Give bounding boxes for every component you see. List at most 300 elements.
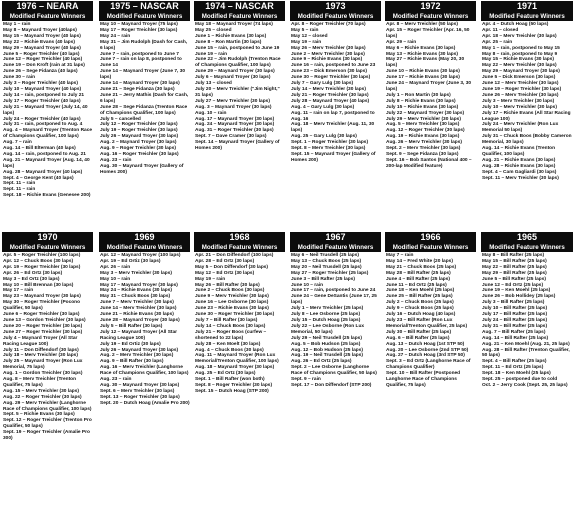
entries-list bbox=[100, 253, 190, 407]
entry-line: Apr. 4 – Dutch Hoag (50 laps) bbox=[482, 22, 549, 27]
entry-line: May 17 – Maynard Troyer (30 laps) bbox=[100, 282, 178, 288]
column-subtitle: Modified Feature Winners bbox=[385, 12, 476, 21]
column-subtitle: Modified Feature Winners bbox=[481, 12, 573, 21]
entry-line: Sept. 20 – Dutch Hoag (Amalie Pro 200) bbox=[100, 400, 190, 406]
column-year: 1967 bbox=[290, 232, 381, 243]
entry-line: May 26 – Merv Treichler (30 laps) bbox=[291, 45, 366, 51]
entry-line: Apr. 19 – Roger Treichler (30 laps) bbox=[3, 264, 81, 270]
entry-line: May 5 – rain bbox=[291, 27, 319, 33]
entry-line: May 13 – Chuck Boos (25 laps) bbox=[291, 258, 362, 264]
column-1975 bbox=[99, 1, 190, 268]
entry-line: May 25 – closed bbox=[195, 27, 232, 33]
entry-line: July 12 – Roger Treichler (30 laps) bbox=[100, 122, 178, 128]
entry-line: June 12 – Ed Ortz (25 laps) bbox=[482, 282, 544, 288]
entry-line: June 1 – Richie Evans (30 laps) bbox=[195, 33, 267, 39]
entry-line: Sept. 13 – Roger Treichler (30 laps) bbox=[100, 394, 180, 400]
entries-list bbox=[482, 22, 573, 181]
column-1976 bbox=[2, 1, 93, 268]
entry-line: Aug. 5 – Merv Treichler (30 laps) bbox=[386, 122, 460, 128]
entry-line: May 8 – Maynard Troyer (40laps) bbox=[3, 27, 77, 33]
entry-line: May 8 – Bill Rafter (25 laps) bbox=[482, 253, 545, 258]
entry-line: Aug. 15 – Merv Treichler (30 laps) bbox=[3, 388, 79, 394]
entry-line: July 31 – Chuck Boos (Bobby Cameron Memorial, 30 laps) bbox=[482, 134, 572, 146]
entry-line: June 19 – Roger Treichler (30 laps) bbox=[482, 86, 562, 92]
entry-line: July 3 – Bill Rafter (25 laps) bbox=[482, 300, 545, 306]
entry-line: June 23 – Richie Evans (30 laps) bbox=[195, 306, 269, 312]
entry-line: Apr. 21 – Don Diffendorf (100 laps) bbox=[195, 253, 274, 258]
entry-line: May 22 – Bill Rafter (25 laps) bbox=[482, 264, 547, 270]
entry-line: May 29 – Maynard Troyer (40 laps) bbox=[3, 45, 81, 51]
entry-line: July 10 – Merv Treichler (30 laps) bbox=[482, 104, 557, 110]
entry-line: June 26 – Sege Fidanza (40 laps) bbox=[3, 69, 78, 75]
entry-line: June 29 – Maynard Troyer (30 laps) bbox=[195, 69, 275, 75]
entry-line: Aug. 2 – Maynard Troyer (30 laps) bbox=[100, 140, 177, 146]
entry-line: Aug. 1 – Gordon Treichler (30 laps) bbox=[3, 371, 83, 377]
entry-line: July 9 – Chuck Boos (25 laps) bbox=[386, 306, 454, 312]
entry-line: Aug. 9 – Bill Rafter (30 laps) bbox=[100, 359, 164, 365]
entry-line: May 1 – rain, postponed to May 15 bbox=[482, 45, 560, 51]
entry-line: Aug. 12 – Bob Hudson (25 laps) bbox=[291, 347, 363, 353]
column-1968 bbox=[194, 232, 285, 509]
entry-line: Aug. 14 – Bill Rafter (25 laps) bbox=[482, 335, 549, 341]
entry-line: May 6 – Neil Trusdell (25 laps) bbox=[291, 253, 359, 258]
entry-line: July 21 – Maynard Troyer (July 14, 40 laps) bbox=[3, 104, 88, 116]
entry-line: July 1 – Ron Martin (30 laps) bbox=[386, 92, 451, 98]
entry-line: June 2 – Merv Treichler (30 laps) bbox=[291, 51, 365, 57]
entry-line: May 10 – Bill Brennan (30 laps) bbox=[3, 282, 74, 288]
entry-line: Sept. 17 – Don Diffendorf (STP 200) bbox=[291, 382, 372, 388]
entry-line: July 5 – cancelled bbox=[100, 116, 141, 122]
entry-line: Aug. 11 – Maynard Troyer (Ron Lux Memorial/Trenton Qualifier, 100 laps) bbox=[195, 353, 279, 365]
entry-line: Aug. 14 – Richie Evans (Trenton Qualifier, 100 laps) bbox=[482, 146, 556, 157]
entry-line: Sept. 8 – Merv Treichler (30 laps) bbox=[291, 146, 366, 152]
entry-line: Sept. 18 – Ken Moehl (25 laps) bbox=[482, 371, 551, 377]
entry-line: July 11 – Don Diffendorf (30 laps) bbox=[3, 347, 79, 353]
entry-line: July 31 – Bill Rafter (25 laps) bbox=[482, 323, 548, 329]
entry-line: Sept. 9 – rain bbox=[291, 377, 321, 383]
column-year: 1971 bbox=[481, 1, 573, 12]
column-1967 bbox=[290, 232, 381, 509]
entry-line: May 30 – Roger Treichler (Pocono Qualifier, 50 laps) bbox=[3, 300, 81, 312]
entry-line: Sept. 16 – Bob Santos (National 400 – 200-lap Modified feature) bbox=[386, 157, 472, 169]
entry-line: Sept. 6 – Merv Treichler (30 laps) bbox=[100, 388, 175, 394]
entry-line: Apr. 28 – Ed Ortz (30 laps) bbox=[195, 258, 255, 264]
entry-line: July 14 – Merv Treichler (30 laps) bbox=[291, 86, 366, 92]
entry-line: Aug. 6 – Bill Rafter (25 laps) bbox=[386, 335, 450, 341]
entry-line: Apr. 15 – Roger Treichler (Apr. 16, 50 laps) bbox=[386, 27, 470, 39]
entry-line: June 9 – Richie Evans (30 laps) bbox=[291, 57, 363, 63]
entry-line: Aug. 21 – Maynard Troyer (Aug. 14, 40 laps) bbox=[3, 157, 90, 169]
entry-line: Aug. 23 – rain bbox=[100, 377, 132, 383]
entry-line: Aug. 28 – Maynard Troyer (40 laps) bbox=[3, 169, 83, 175]
entry-line: Apr. 8 – Merv Treichler (50 laps) bbox=[386, 22, 458, 27]
entry-line: June 20 – Roger Treichler (30 laps) bbox=[3, 323, 83, 329]
entry-line: May 12 – Ed Ortz (30 laps) bbox=[195, 270, 255, 276]
entry-line: Apr. 5 – Roger Treichler (100 laps) bbox=[3, 253, 81, 258]
entry-line: June 17 – rain, postponed to June 24 bbox=[291, 288, 376, 294]
entry-line: July 19 – Roger Treichler (30 laps) bbox=[100, 128, 178, 134]
entry-line: May 7 – rain bbox=[386, 253, 414, 258]
entries-list bbox=[291, 253, 381, 389]
column-subtitle: Modified Feature Winners bbox=[385, 243, 476, 252]
entry-line: May 18 – Maynard Troyer (74 laps) bbox=[195, 22, 273, 27]
entry-line: June 21 – Sege Fidanza (30 laps) bbox=[100, 86, 175, 92]
column-subtitle: Modified Feature Winners bbox=[2, 243, 93, 252]
entry-line: July 12 – Maynard Troyer (All Star Racing League 100) bbox=[100, 329, 178, 341]
entry-line: June 15 – rain, postponed to June 19 bbox=[195, 45, 280, 51]
entry-line: June 14 – Maynard Troyer (June 7, 30 laps) bbox=[100, 69, 186, 81]
entry-line: Aug. 26 – Ed Ortz (25 laps) bbox=[291, 359, 352, 365]
entry-line: Aug. 27 – Dutch Hoag (3rd STP 50) bbox=[386, 353, 465, 359]
entry-line: July 19 – Ed Ortiz (30 laps) bbox=[100, 341, 161, 347]
entry-line: July 6 – Maynard Troyer (30 laps) bbox=[195, 75, 271, 81]
entry-line: July 17 – Richie Evans (All Star Racing League 100) bbox=[482, 110, 571, 122]
entry-line: Sept. 14 – Maynard Troyer (Gallery of Homes 200) bbox=[195, 140, 280, 152]
entry-line: July 3 – Roger Treichler (40 laps) bbox=[3, 81, 78, 87]
entry-line: Aug. 17 – Maynard Troyer (30 laps) bbox=[195, 116, 275, 122]
entry-line: July 13 – closed bbox=[195, 81, 232, 87]
entry-line: Apr. 12 – Maynard Troyer (100 laps) bbox=[100, 253, 181, 258]
entry-line: Aug. 25 – Ed Ortz (30 laps) bbox=[195, 371, 256, 377]
entries-list bbox=[195, 22, 285, 152]
entries-list bbox=[3, 253, 93, 442]
entry-line: Aug. 5 – Bob Hudson (25 laps) bbox=[291, 341, 361, 347]
entry-line: July 25 – Maynard Troyer (Ron Lux Memorial, 75 laps) bbox=[3, 359, 83, 371]
entry-line: July 21 – Roger Boos (curfew – shortened to 22 laps) bbox=[195, 329, 267, 341]
entry-line: June 13 – Gordon Treichler (30 laps) bbox=[3, 317, 86, 323]
entry-line: Sept. 9 – Sege Fidanza (30 laps) bbox=[386, 151, 459, 157]
entry-line: July 14 – rain, postponed to July 21 bbox=[3, 92, 85, 98]
entry-line: June 7 – rain, postponed to June 7 bbox=[100, 51, 179, 57]
entry-line: Apr. 25 – rain bbox=[482, 39, 513, 45]
entry-line: July 17 – Bill Rafter (25 laps) bbox=[482, 312, 548, 318]
column-subtitle: Modified Feature Winners bbox=[99, 243, 190, 252]
column-year: 1965 bbox=[481, 232, 573, 243]
column-1966 bbox=[385, 232, 476, 509]
entries-list bbox=[482, 253, 573, 389]
entry-line: May 14 – Fred White (20 laps) bbox=[386, 258, 453, 264]
entry-line: Aug. 4 – Chuck Boos (30 laps) bbox=[195, 347, 264, 353]
entry-line: May 13 – Richie Evans (30 laps) bbox=[386, 51, 458, 57]
column-1970 bbox=[2, 232, 93, 509]
entry-line: May 24 – rain bbox=[100, 33, 131, 39]
entry-line: July 16 – Dutch Hoag (40 laps) bbox=[386, 312, 456, 318]
entry-line: June 23 – Dick Emerson (30 laps) bbox=[291, 69, 367, 75]
entries-list bbox=[3, 22, 93, 199]
entries-list bbox=[291, 22, 381, 164]
entry-line: July 20 – Merv Treichler ("Jim Night," 31 laps) bbox=[195, 86, 280, 98]
entry-line: June 30 – rain bbox=[3, 75, 35, 81]
entry-line: June 12 – Roger Treichler (40 laps) bbox=[3, 57, 83, 63]
entry-line: Sept. 11 – rain bbox=[3, 187, 36, 193]
entry-line: June 17 – Richie Evans (30 laps) bbox=[386, 75, 460, 81]
entry-line: Sept. 4 – Bill Rafter (25 laps) bbox=[482, 359, 547, 365]
entry-line: Aug. 30 – Maynard Troyer (30 laps) bbox=[100, 382, 180, 388]
entry-line: May 17 – rain bbox=[3, 288, 34, 294]
entry-line: Sept. 25 – postponed due to cold bbox=[482, 377, 558, 383]
entry-line: May 17 – Roger Treichler (30 laps) bbox=[100, 27, 178, 33]
column-year: 1975 – NASCAR bbox=[99, 1, 190, 12]
entry-line: June 7 – rain on lap 8, postponed to June 14 bbox=[100, 57, 182, 69]
entry-line: May 24 – Richie Evans (30 laps) bbox=[100, 288, 172, 294]
entry-line: Aug. 4 – Maynard Troyer (Trenton Race of Champions Qualifier, 100 laps) bbox=[3, 128, 93, 140]
entry-line: June 24 – Gene DeSantis (June 17, 25 laps) bbox=[291, 294, 377, 306]
entry-line: Apr. 26 – Ed Ortz (30 laps) bbox=[3, 270, 63, 276]
column-subtitle: Modified Feature Winners bbox=[2, 12, 93, 21]
entry-line: June 11 – Ed Ortz (25 laps) bbox=[386, 282, 447, 288]
entry-line: June 10 – rain bbox=[291, 282, 323, 288]
entry-line: May 12 – closed bbox=[291, 33, 328, 39]
entry-line: July 15 – Richie Evans (30 laps) bbox=[386, 104, 459, 110]
entry-line: Sept. 11 – Merv Treichler (30 laps) bbox=[482, 175, 559, 181]
entry-line: July 5 – Bill Rafter (30 laps) bbox=[100, 323, 163, 329]
entry-line: July 24 – Roger Treichler (40 laps) bbox=[3, 116, 81, 122]
entry-line: Aug. 23 – rain bbox=[100, 157, 132, 163]
entry-line: July 3 – Merv Treichler (30 laps) bbox=[482, 98, 555, 104]
column-1969 bbox=[99, 232, 190, 509]
entry-line: July 15 – Dutch Hoag (25 laps) bbox=[291, 317, 361, 323]
entry-line: May 22 – Merv Treichler (30 laps) bbox=[482, 63, 557, 69]
entry-line: June 26 – Bob Hollidey (25 laps) bbox=[482, 294, 556, 300]
entry-line: May 23 – Maynard Troyer (30 laps) bbox=[3, 294, 81, 300]
entry-line: Aug. 3 – Maynard Troyer (30 laps) bbox=[195, 104, 272, 110]
entry-line: Apr. 12 – Chuck Boos (30 laps) bbox=[3, 258, 74, 264]
entry-line: July 22 – Lee Osborne (Ron Lux Memorial, 50 laps) bbox=[291, 323, 365, 335]
entry-line: June 14 – Merv Treichler (30 laps) bbox=[100, 306, 177, 312]
column-1974 bbox=[194, 1, 285, 268]
entry-line: June 21 – Richie Evans (30 laps) bbox=[100, 312, 174, 318]
entry-line: June 2 – Chuck Boos (30 laps) bbox=[195, 288, 265, 294]
entry-line: Aug. 11 – rain on lap 7, postponed to Aug. 16 bbox=[291, 110, 375, 122]
entry-line: May 20 – Neil Trusdell (25 laps) bbox=[291, 264, 362, 270]
entry-line: July 7 – Gary Lulg (30 laps) bbox=[291, 81, 354, 87]
entry-line: Aug. 19 – Neil Trusdell (25 laps) bbox=[291, 353, 363, 359]
entry-line: July 4 – Maynard Troyer (All Star Racing League 100) bbox=[3, 335, 78, 347]
entry-line: June 4 – Bill Rafter (25 laps) bbox=[386, 276, 450, 282]
entry-line: July 24 – Bill Rafter (25 laps) bbox=[482, 317, 548, 323]
entry-line: June 21 – Jerry Mathis (Dash for Cash, 6 laps) bbox=[100, 92, 189, 104]
entry-line: Aug. 7 – rain bbox=[3, 140, 32, 146]
entry-line: Aug. 19 – Richie Evans (30 laps) bbox=[386, 134, 460, 140]
entry-line: May 10 – rain bbox=[100, 276, 131, 282]
column-year: 1974 – NASCAR bbox=[194, 1, 285, 12]
column-subtitle: Modified Feature Winners bbox=[194, 12, 285, 21]
entry-line: May 3 – Ed Ortz (30 laps) bbox=[3, 276, 60, 282]
entries-list bbox=[386, 253, 476, 389]
entry-line: Aug. 30 – Maynard Troyer (Gallery of Homes 200) bbox=[100, 163, 184, 175]
entry-line: July 2 – Chuck Boos (25 laps) bbox=[386, 300, 454, 306]
entry-line: June 6 – Roger Treichler (30 laps) bbox=[3, 312, 80, 318]
entry-line: Oct. 2 – Jerry Cook (Sept. 25, 25 laps) bbox=[482, 382, 568, 388]
entry-line: July 8 – Lee Osborne (25 laps) bbox=[291, 312, 361, 318]
entry-line: May 28 – Bill Rafter (25 laps) bbox=[386, 270, 451, 276]
column-year: 1970 bbox=[2, 232, 93, 243]
entry-line: June 7 – Merv Treichler (30 laps) bbox=[100, 300, 174, 306]
entry-line: July 21 – Roger Treichler (30 laps) bbox=[291, 92, 369, 98]
entries-list bbox=[386, 22, 476, 170]
entry-line: July 29 – Neil Trusdell (25 laps) bbox=[291, 335, 362, 341]
column-year: 1966 bbox=[385, 232, 476, 243]
entry-line: Apr. 19 – Ed Ortiz (30 laps) bbox=[100, 258, 161, 264]
entry-line: Aug. 7 – Bill Rafter (25 laps) bbox=[482, 329, 546, 335]
entry-line: May 6 – Richie Evans (30 laps) bbox=[386, 45, 456, 51]
entry-line: May 29 – Bill Rafter (25 laps) bbox=[482, 270, 547, 276]
entry-line: Sept. 12 – Roger Treichler (Trenton Pro Qualifier, 50 laps) bbox=[3, 418, 92, 430]
entry-line: June 9 – Merv Treichler (30 laps) bbox=[195, 294, 269, 300]
entry-line: May 19 – rain bbox=[195, 276, 226, 282]
entry-line: Aug. 2 – Merv Treichler (30 laps) bbox=[100, 353, 174, 359]
entry-line: Sept. 1 – Roger Treichler (30 laps) bbox=[291, 140, 369, 146]
entry-line: Aug. 12 – Roger Treichler (30 laps) bbox=[386, 128, 465, 134]
entry-line: July 17 – Roger Treichler (40 laps) bbox=[3, 98, 81, 104]
entry-line: Sept. 15 – Dutch Hoag (STP 200) bbox=[195, 388, 269, 394]
entry-line: June 3 – Bill Rafter (25 laps) bbox=[291, 276, 355, 282]
entry-line: June 16 – Lee Osborne (30 laps) bbox=[195, 300, 269, 306]
entry-line: July 28 – Maynard Troyer (40 laps) bbox=[291, 98, 370, 104]
entry-line: June 30 – Roger Treichler (30 laps) bbox=[291, 75, 371, 81]
entry-line: May 22 – Richie Evans (40 laps) bbox=[3, 39, 75, 45]
entry-line: June 16 – rain, postponed to June 23 bbox=[291, 63, 376, 69]
entry-line: May 27 – Roger Treichler (25 laps) bbox=[291, 270, 369, 276]
entry-line: Sept. 4 – George Kent (40 laps) bbox=[3, 175, 74, 181]
entry-line: July 24 – Merv Treichler (Ron Lux Memorial 50 laps) bbox=[482, 122, 559, 134]
entry-line: May 29 – Maynard Troyer (30 laps) bbox=[482, 69, 560, 75]
entry-line: June 19 – Don Kroft (rain at 31 laps) bbox=[3, 63, 85, 69]
column-year: 1968 bbox=[194, 232, 285, 243]
entry-line: Sept. 1 – Bill Rafter (won both) bbox=[195, 377, 265, 383]
entry-line: June 12 – Merv Treichler (30 laps) bbox=[482, 81, 559, 87]
entry-line: May 10 – Maynard Troyer (75 laps) bbox=[100, 22, 178, 27]
entry-line: June 30 – Roger Treichler (30 laps) bbox=[195, 312, 275, 318]
column-subtitle: Modified Feature Winners bbox=[194, 243, 285, 252]
column-1965 bbox=[481, 232, 573, 509]
entry-line: July 18 – Merv Treichler (30 laps) bbox=[3, 353, 78, 359]
entry-line: Sept. 11 – rain bbox=[3, 181, 36, 187]
entry-line: Sept. 11 – Ed Ortz (25 laps) bbox=[482, 365, 544, 371]
entry-line: June 8 – Ron Martin (30 laps) bbox=[195, 39, 262, 45]
column-1972 bbox=[385, 1, 476, 268]
entry-line: June 28 – Maynard Troyer (30 laps) bbox=[100, 317, 180, 323]
entry-line: May 15 – Bill Rafter (25 laps) bbox=[482, 258, 547, 264]
entry-line: June 26 – Merv Treichler (30 laps) bbox=[482, 92, 559, 98]
entry-line: Aug. 4 – Gary Lulg (30 laps) bbox=[291, 104, 355, 110]
entry-line: Aug. 28 – Bill Rafter (Trenton Qualifier, 50 laps) bbox=[482, 347, 570, 359]
column-subtitle: Modified Feature Winners bbox=[290, 12, 381, 21]
entries-list bbox=[195, 253, 285, 395]
entry-line: June 10 – Richie Evans (30 laps) bbox=[386, 69, 460, 75]
entry-line: Sept. 10 – Bill Rafter (Postponed Langhorne Race of Champions Qualifier, 75 laps) bbox=[386, 371, 461, 388]
entry-line: Aug. 26 – Merv Treichler (30 laps) bbox=[386, 140, 462, 146]
entry-line: June 25 – Bill Rafter (25 laps) bbox=[386, 294, 453, 300]
entry-line: May 27 – Richie Evans (May 20, 30 laps) bbox=[386, 57, 465, 69]
entry-line: Apr. 8 – Roger Treichler (70 laps) bbox=[291, 22, 366, 27]
entry-line: June 5 – Roger Treichler (40 laps) bbox=[3, 51, 80, 57]
entry-line: June 27 – Roger Treichler (30 laps) bbox=[3, 329, 83, 335]
entry-line: Aug. 9 – Roger Treichler (30 laps) bbox=[100, 146, 176, 152]
entry-line: Aug. 14 – rain, postponed to Aug. 21 bbox=[3, 151, 86, 157]
entry-line: May 1 – rain bbox=[3, 22, 31, 27]
entry-line: Aug. 24 – Maynard Troyer (30 laps) bbox=[195, 122, 275, 128]
entry-line: Sept. 18 – Richie Evans (Genesee 200) bbox=[3, 193, 91, 199]
entry-line: May 3 – Merv Treichler (30 laps) bbox=[100, 270, 172, 276]
column-subtitle: Modified Feature Winners bbox=[290, 243, 381, 252]
entry-line: July 30 – Bill Rafter (25 laps) bbox=[386, 329, 452, 335]
entry-line: Aug. 13 – Dutch Hoag (1st STP 50) bbox=[386, 341, 465, 347]
entry-line: July 27 – Merv Treichler (30 laps) bbox=[195, 98, 270, 104]
entry-line: May 15 – Maynard Troyer (40 laps) bbox=[3, 33, 81, 39]
entry-line: July 26 – Maynard Troyer (30 laps) bbox=[100, 134, 179, 140]
entry-line: Sept. 19 – Roger Treichler (Amalie Pro 300) bbox=[3, 430, 90, 442]
entry-line: Aug. 16 – Roger Treichler (30 laps) bbox=[100, 151, 179, 157]
entry-line: June 28 – Sege Fidanza (Trenton Race of Champions Qualifier, 100 laps) bbox=[100, 104, 188, 116]
entry-line: Sept. 3 – Ed Ortz (Langhorne Race of Champions Qualifier) bbox=[386, 359, 471, 371]
entry-line: Aug. 20 – Lee Osborne (2nd STP 50) bbox=[386, 347, 469, 353]
column-year: 1969 bbox=[99, 232, 190, 243]
entry-line: Sept. 4 – Cam Gagliardi (30 laps) bbox=[482, 169, 557, 175]
entry-line: May 31 – Jim Rudolph (Dash for Cash, 6 laps) bbox=[100, 39, 188, 51]
entry-line: June 18 – Ken Moehl (25 laps) bbox=[386, 288, 455, 294]
entry-line: June 5 – Dick Emerson (30 laps) bbox=[482, 75, 556, 81]
column-year: 1976 – NEARA bbox=[2, 1, 93, 12]
entry-line: May 19 – rain bbox=[291, 39, 322, 45]
entry-line: Aug. 8 – Merv Treichler (Trenton Qualifier, 75 laps) bbox=[3, 377, 77, 388]
entry-line: May 15 – Richie Evans (30 laps) bbox=[482, 57, 554, 63]
entry-line: Aug. 10 – rain bbox=[195, 110, 227, 116]
entry-line: July 14 – Chuck Boos (30 laps) bbox=[195, 323, 266, 329]
entry-line: Sept. 5 – Richie Evans (30 laps) bbox=[3, 412, 75, 418]
entry-line: Aug. 28 – Richie Evans (30 laps) bbox=[482, 163, 556, 169]
entries-list bbox=[100, 22, 190, 176]
entry-line: June 5 – Bill Rafter (25 laps) bbox=[482, 276, 546, 282]
entry-line: Apr. 18 – Merv Treichler (30 laps) bbox=[482, 33, 557, 39]
entry-line: Sept. 15 – Maynard Troyer (Gallery of Homes 200) bbox=[291, 151, 376, 163]
entry-line: Aug. 21 – Richie Evans (30 laps) bbox=[482, 157, 556, 163]
entry-line: Aug. 18 – Merv Treichler (Aug. 11, 30 laps) bbox=[291, 122, 375, 134]
column-year: 1973 bbox=[290, 1, 381, 12]
entry-line: May 5 – Don Diffendorf (30 laps) bbox=[195, 264, 269, 270]
entry-line: May 31 – Chuck Boos (30 laps) bbox=[100, 294, 171, 300]
column-subtitle: Modified Feature Winners bbox=[99, 12, 190, 21]
entry-line: July 1 – Merv Treichler (25 laps) bbox=[291, 306, 364, 312]
entry-line: Apr. 11 – closed bbox=[482, 27, 519, 33]
entry-line: June 22 – Jim Rudolph (Trenton Race of Champions Qualifier, 100 laps) bbox=[195, 57, 281, 69]
entry-line: June 19 – rain bbox=[195, 51, 227, 57]
entry-line: Aug. 31 – Roger Treichler (30 laps) bbox=[195, 128, 274, 134]
column-year: 1972 bbox=[385, 1, 476, 12]
entry-line: July 10 – Bill Rafter (25 laps) bbox=[482, 306, 548, 312]
column-subtitle: Modified Feature Winners bbox=[481, 243, 573, 252]
entry-line: July 8 – Richie Evans (30 laps) bbox=[386, 98, 456, 104]
column-1973 bbox=[290, 1, 381, 268]
entry-line: July 26 – Maynard Troyer (30 laps) bbox=[100, 347, 179, 353]
entry-line: Aug. 21 – Ken Moehl (Aug. 21, 25 laps) bbox=[482, 341, 570, 347]
entry-line: Apr. 29 – rain bbox=[386, 39, 417, 45]
entry-line: Aug. 25 – Gary Lulg (30 laps) bbox=[291, 134, 357, 140]
entry-line: July 31 – rain, postponed to Aug. 4 bbox=[3, 122, 83, 128]
entry-line: Aug. 29 – Merv Treichler (Langhorne Race of Champions Qualifier, 100 laps) bbox=[3, 400, 92, 412]
entry-line: July 10 – Maynard Troyer (40 laps) bbox=[3, 86, 82, 92]
entry-line: July 22 – Maynard Troyer (30 laps) bbox=[386, 110, 465, 116]
entry-line: Sept. 8 – Roger Treichler (30 laps) bbox=[195, 382, 273, 388]
entry-line: Sept. 2 – Lee Osborne (Langhorne Race of Champions Qualifier, 50 laps) bbox=[291, 365, 377, 377]
entry-line: June 19 – Ken Moehl (25 laps) bbox=[482, 288, 551, 294]
column-1971 bbox=[481, 1, 573, 268]
entry-line: June 14 – Maynard Troyer (30 laps) bbox=[100, 81, 180, 87]
entry-line: July 29 – Merv Treichler (30 laps) bbox=[386, 116, 461, 122]
entry-line: Sept. 2 – Merv Treichler (30 laps) bbox=[386, 146, 461, 152]
entry-line: July 23 – Bill Rafter (Ron Lux Memorial/Trenton Qualifier, 25 laps) bbox=[386, 317, 468, 329]
entry-line: May 26 – Bill Rafter (30 laps) bbox=[195, 282, 260, 288]
